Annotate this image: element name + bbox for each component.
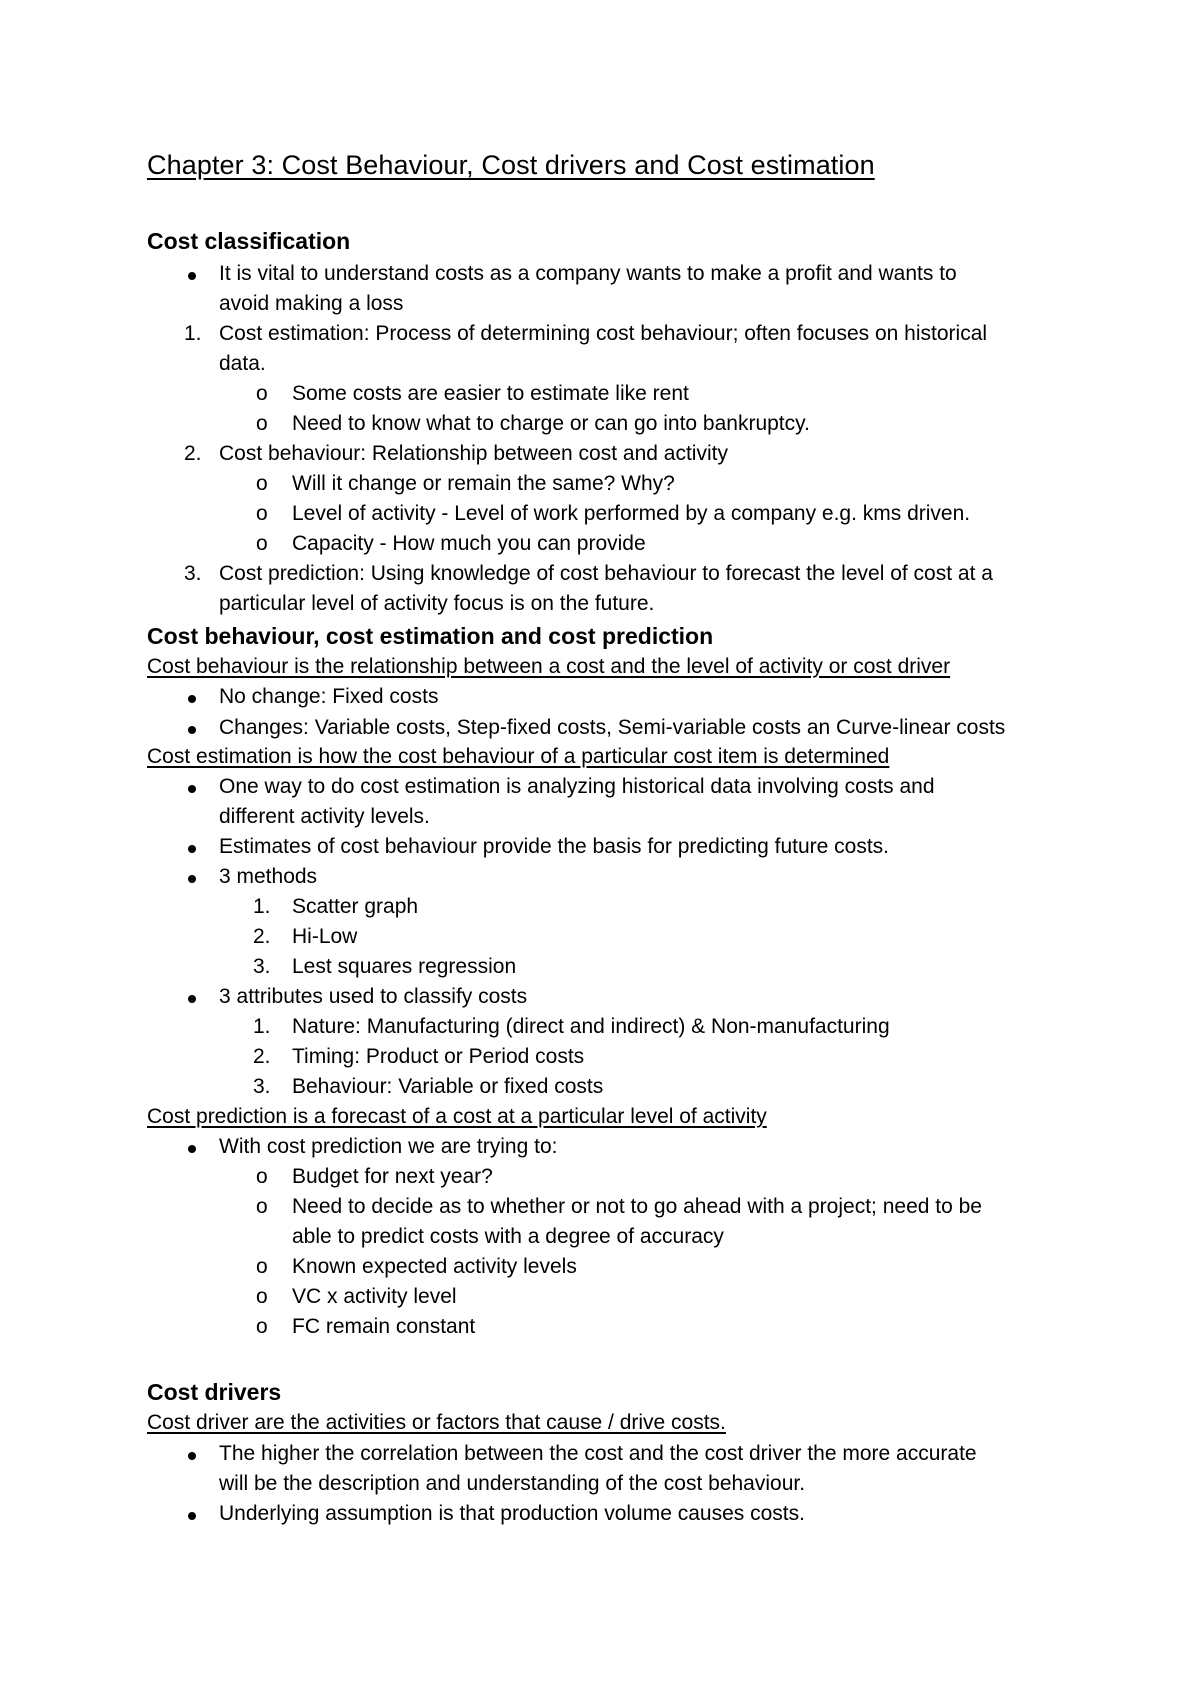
attribute-item: Behaviour: Variable or fixed costs — [292, 1075, 604, 1098]
sub-item-text: Capacity - How much you can provide — [292, 532, 646, 555]
sub-item-text: FC remain constant — [292, 1315, 476, 1338]
sub-bullet-marker: o — [256, 532, 268, 555]
sub-bullet-marker: o — [256, 1285, 268, 1308]
bullet-text: 3 methods — [219, 865, 318, 888]
underlined-statement: Cost driver are the activities or factors that cause / drive costs. — [147, 1411, 726, 1434]
sub-item-text-continued: able to predict costs with a degree of accuracy — [292, 1225, 724, 1248]
heading-cost-classification: Cost classification — [147, 228, 351, 254]
bullet-text: 3 attributes used to classify costs — [219, 985, 528, 1008]
sub-item-text: Some costs are easier to estimate like rent — [292, 382, 689, 405]
heading-cost-drivers: Cost drivers — [147, 1379, 282, 1405]
bullet-icon — [188, 695, 196, 703]
bullet-icon — [188, 1452, 196, 1460]
bullet-text: With cost prediction we are trying to: — [219, 1135, 558, 1158]
bullet-icon — [188, 875, 196, 883]
method-item: Lest squares regression — [292, 955, 517, 978]
list-item-text: Cost prediction: Using knowledge of cost behaviour to forecast the level of cost at a — [219, 562, 993, 585]
sub-item-text: Known expected activity levels — [292, 1255, 577, 1278]
bullet-text-continued: different activity levels. — [219, 805, 430, 828]
underlined-statement: Cost behaviour is the relationship between a cost and the level of activity or cost driver — [147, 655, 951, 678]
bullet-icon — [188, 1145, 196, 1153]
bullet-icon — [188, 995, 196, 1003]
sub-item-text: Need to decide as to whether or not to go ahead with a project; need to be — [292, 1195, 982, 1218]
bullet-text: Underlying assumption is that production volume causes costs. — [219, 1502, 805, 1525]
bullet-icon — [188, 1512, 196, 1520]
sub-item-text: Level of activity - Level of work performed by a company e.g. kms driven. — [292, 502, 971, 525]
page-title: Chapter 3: Cost Behaviour, Cost drivers and Cost estimation — [147, 150, 875, 180]
bullet-text: It is vital to understand costs as a company wants to make a profit and wants to — [219, 262, 957, 285]
list-number: 2. — [184, 442, 202, 465]
sub-bullet-marker: o — [256, 1315, 268, 1338]
bullet-text-continued: avoid making a loss — [219, 292, 404, 315]
list-number: 3. — [253, 955, 271, 978]
sub-item-text: Will it change or remain the same? Why? — [292, 472, 675, 495]
sub-bullet-marker: o — [256, 382, 268, 405]
list-number: 2. — [253, 925, 271, 948]
sub-bullet-marker: o — [256, 472, 268, 495]
bullet-text-continued: will be the description and understanding of the cost behaviour. — [219, 1472, 806, 1495]
list-number: 3. — [184, 562, 202, 585]
underlined-statement: Cost estimation is how the cost behaviour of a particular cost item is determined — [147, 745, 890, 768]
underlined-statement: Cost prediction is a forecast of a cost at a particular level of activity — [147, 1105, 767, 1128]
list-item-text-continued: data. — [219, 352, 266, 375]
list-number: 1. — [253, 1015, 271, 1038]
attribute-item: Nature: Manufacturing (direct and indirect) & Non-manufacturing — [292, 1015, 890, 1038]
heading-cost-behaviour: Cost behaviour, cost estimation and cost prediction — [147, 623, 714, 649]
bullet-icon — [188, 272, 196, 280]
bullet-text: Changes: Variable costs, Step-fixed costs, Semi-variable costs an Curve-linear costs — [219, 716, 1006, 739]
method-item: Scatter graph — [292, 895, 419, 918]
list-item-text: Cost behaviour: Relationship between cost and activity — [219, 442, 728, 465]
method-item: Hi-Low — [292, 925, 358, 948]
sub-bullet-marker: o — [256, 412, 268, 435]
sub-bullet-marker: o — [256, 502, 268, 525]
attribute-item: Timing: Product or Period costs — [292, 1045, 585, 1068]
sub-bullet-marker: o — [256, 1255, 268, 1278]
bullet-text: No change: Fixed costs — [219, 685, 439, 708]
sub-bullet-marker: o — [256, 1165, 268, 1188]
bullet-text: Estimates of cost behaviour provide the basis for predicting future costs. — [219, 835, 890, 858]
bullet-icon — [188, 845, 196, 853]
list-number: 1. — [184, 322, 202, 345]
sub-item-text: VC x activity level — [292, 1285, 457, 1308]
sub-bullet-marker: o — [256, 1195, 268, 1218]
list-item-text: Cost estimation: Process of determining cost behaviour; often focuses on historical — [219, 322, 988, 345]
bullet-text: One way to do cost estimation is analyzing historical data involving costs and — [219, 775, 935, 798]
bullet-icon — [188, 726, 196, 734]
list-number: 1. — [253, 895, 271, 918]
list-item-text-continued: particular level of activity focus is on the future. — [219, 592, 655, 615]
list-number: 3. — [253, 1075, 271, 1098]
bullet-icon — [188, 785, 196, 793]
sub-item-text: Budget for next year? — [292, 1165, 493, 1188]
list-number: 2. — [253, 1045, 271, 1068]
sub-item-text: Need to know what to charge or can go into bankruptcy. — [292, 412, 810, 435]
bullet-text: The higher the correlation between the cost and the cost driver the more accurate — [219, 1442, 977, 1465]
